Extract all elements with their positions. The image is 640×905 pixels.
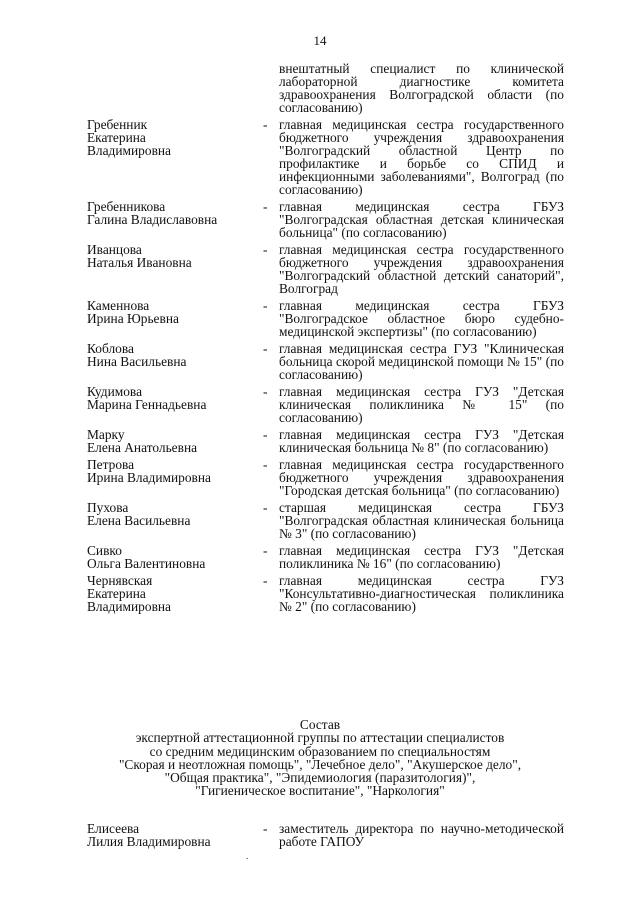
member-position: главная медицинская сестра ГУЗ "Детская клиническая поликлиника № 15" (по согласованию)	[279, 384, 564, 425]
member-name: Коблова Нина Васильевна	[87, 341, 187, 369]
member-position: внештатный специалист по клинической лабораторной диагностике комитета здравоохранения Волгоградской области (по согласованию)	[279, 61, 564, 115]
member-position: главная медицинская сестра государственного бюджетного учреждения здравоохранения "Волгоградский областной Центр по профилактике и борьбе со СПИД и инфекционными заболеваниями", Волгоград (по согласованию)	[279, 117, 564, 197]
member-position: старшая медицинская сестра ГБУЗ "Волгоградская областная клиническая больница № 3" (по согласованию)	[279, 500, 564, 541]
list-item	[0, 458, 640, 497]
member-position: главная медицинская сестра государственного бюджетного учреждения здравоохранения "Волгоградский областной детский санаторий", Волгоград	[279, 242, 564, 296]
member-name: Сивко Ольга Валентиновна	[87, 543, 206, 571]
member-position: главная медицинская сестра ГБУЗ "Волгоградское областное бюро судебно-медицинской экспертизы" (по согласованию)	[279, 298, 564, 339]
member-position: главная медицинская сестра ГУЗ "Клиническая больница скорой медицинской помощи № 15" (по согласованию)	[279, 341, 564, 382]
dash-separator: -	[263, 543, 268, 558]
dash-separator: -	[263, 242, 268, 257]
list-item	[0, 118, 640, 196]
dash-separator: -	[263, 500, 268, 515]
dash-separator: -	[263, 457, 268, 472]
member-name: Петрова Ирина Владимировна	[87, 457, 211, 485]
list-item	[0, 385, 640, 424]
dash-separator: -	[263, 199, 268, 214]
member-position: главная медицинская сестра ГБУЗ "Волгоградская областная детская клиническая больница" (по согласованию)	[279, 199, 564, 240]
list-item	[0, 200, 640, 239]
member-position: главная медицинская сестра ГУЗ "Консультативно-диагностическая поликлиника № 2" (по согласованию)	[279, 573, 564, 614]
list-item	[0, 574, 640, 613]
list-item	[0, 428, 640, 454]
member-name: Елисеева Лилия Владимировна	[87, 821, 211, 849]
member-name: Марку Елена Анатольевна	[87, 427, 198, 455]
list-item	[0, 544, 640, 570]
expert-group-roster	[0, 822, 640, 852]
dash-separator: -	[263, 821, 268, 836]
footer-mark: .	[246, 851, 249, 861]
dash-separator: -	[263, 341, 268, 356]
member-position: главная медицинская сестра ГУЗ "Детская поликлиника № 16" (по согласованию)	[279, 543, 564, 571]
section-title: Состав экспертной аттестационной группы по аттестации специалистов со средним медицинским образованием по специальностям "Скорая и неотложная помощь", "Лечебное дело", "Акушерское дело", "Общая практика", "Эпидемиология (паразитология)", "Гигиеническое воспитание", "Наркология"	[118, 717, 522, 799]
dash-separator: -	[263, 298, 268, 313]
member-name: Пухова Елена Васильевна	[87, 500, 191, 528]
dash-separator: -	[263, 573, 268, 588]
member-position: заместитель директора по научно-методической работе ГАПОУ	[279, 821, 564, 849]
member-position: главная медицинская сестра ГУЗ "Детская клиническая больница № 8" (по согласованию)	[279, 427, 564, 455]
page-number: 14	[313, 33, 327, 48]
list-item	[0, 342, 640, 381]
member-name: Гребенникова Галина Владиславовна	[87, 199, 218, 227]
list-item	[0, 501, 640, 540]
member-name: Каменнова Ирина Юрьевна	[87, 298, 179, 326]
member-name: Иванцова Наталья Ивановна	[87, 242, 192, 270]
member-name: Гребенник Екатерина Владимировна	[87, 117, 171, 158]
list-item-continuation	[0, 62, 640, 114]
member-name: Чернявская Екатерина Владимировна	[87, 573, 171, 614]
dash-separator: -	[263, 117, 268, 132]
dash-separator: -	[263, 384, 268, 399]
list-item	[0, 243, 640, 295]
list-item	[0, 822, 640, 848]
dash-separator: -	[263, 427, 268, 442]
member-name: Кудимова Марина Геннадьевна	[87, 384, 207, 412]
member-position: главная медицинская сестра государственного бюджетного учреждения здравоохранения "Городская детская больница" (по согласованию)	[279, 457, 564, 498]
committee-roster	[0, 62, 640, 617]
list-item	[0, 299, 640, 338]
